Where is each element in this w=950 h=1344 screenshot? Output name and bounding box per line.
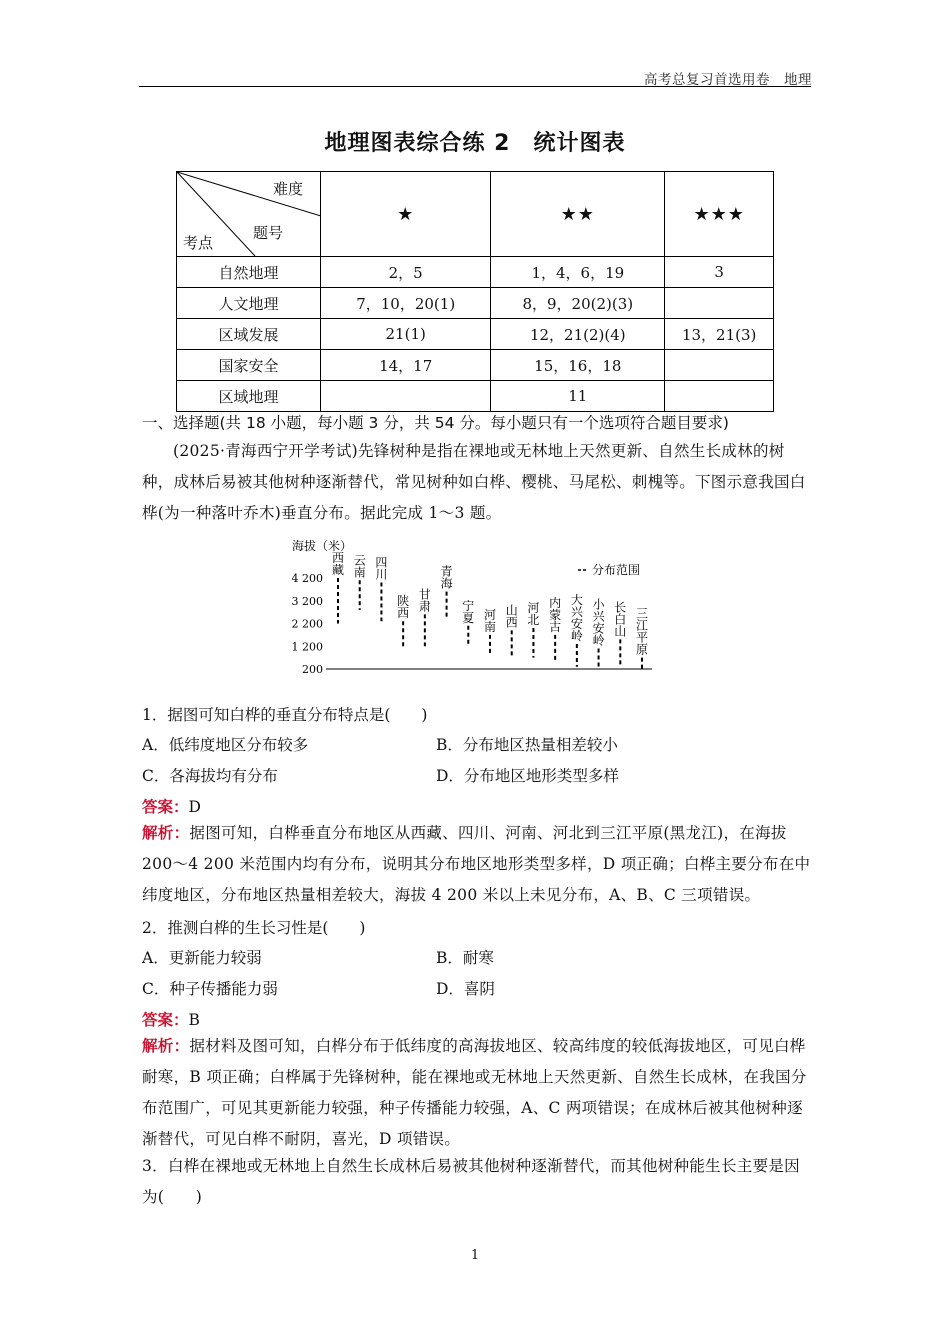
- row-label: 区域发展: [177, 319, 321, 350]
- row-label: 自然地理: [177, 257, 321, 288]
- region-label: 长白山: [614, 600, 627, 639]
- table-row: [177, 288, 774, 319]
- region-label: 小兴安岭: [592, 597, 605, 648]
- difficulty-table: [176, 171, 774, 412]
- section-heading: 一、选择题(共 18 小题，每小题 3 分，共 54 分。每小题只有一个选项符合题目要求): [142, 414, 729, 432]
- table-corner-cell: [177, 172, 321, 257]
- q2-option-a: A．更新能力较弱: [142, 949, 262, 967]
- table-cell: [665, 288, 774, 319]
- table-cell: 15，16，18: [491, 350, 665, 381]
- region-label: 青海: [440, 564, 453, 591]
- level-2-header: ★★: [491, 172, 665, 257]
- region-label: 云南: [353, 553, 366, 580]
- intro-paragraph: (2025·青海西宁开学考试)先锋树种是指在裸地或无林地上天然更新、自然生长成林的树种，成林后易被其他树种逐渐替代，常见树种如白桦、樱桃、马尾松、刺槐等。下图示意我国白桦(为一种落叶乔木)垂直分布。据此完成 1～3 题。: [142, 442, 806, 522]
- table-cell: 2，5: [321, 257, 491, 288]
- y-tick-label: 1 200: [291, 640, 323, 654]
- corner-label-number: 题号: [253, 224, 284, 242]
- running-header: 高考总复习首选用卷 地理: [644, 72, 812, 88]
- table-cell: 7，10，20(1): [321, 288, 491, 319]
- table-cell: [665, 381, 774, 412]
- corner-label-topic: 考点: [183, 234, 214, 252]
- y-tick-label: 2 200: [291, 617, 323, 631]
- q2-answer: 答案：B: [142, 1011, 200, 1029]
- q1-option-b: B．分布地区热量相差较小: [436, 736, 618, 754]
- legend-label: 分布范围: [592, 563, 641, 577]
- table-cell: 12，21(2)(4): [491, 319, 665, 350]
- q1-option-a: A．低纬度地区分布较多: [142, 736, 309, 754]
- page-title: 地理图表综合练 2 统计图表: [324, 131, 626, 156]
- q1-option-c: C．各海拔均有分布: [142, 767, 278, 785]
- q1-answer: 答案：D: [142, 798, 201, 816]
- corner-label-difficulty: 难度: [273, 180, 304, 198]
- table-row: [177, 381, 774, 412]
- q3-stem: 3．白桦在裸地或无林地上自然生长成林后易被其他树种逐渐替代，而其他树种能生长主要是因为( ): [142, 1157, 800, 1206]
- chart-legend: [578, 562, 640, 577]
- table-cell: 3: [665, 257, 774, 288]
- region-label: 三江平原: [635, 606, 649, 657]
- y-tick-label: 3 200: [291, 594, 323, 608]
- table-cell: 8，9，20(2)(3): [491, 288, 665, 319]
- chart-ylabel: 海拔（米）: [292, 539, 353, 553]
- q1-analysis: 解析：据图可知，白桦垂直分布地区从西藏、四川、河南、河北到三江平原(黑龙江)，在海拔 200～4 200 米范围内均有分布，说明其分布地区地形类型多样，D 项正确；白桦主要分布在中纬度地区，分布地区热量相差较大，海拔 4 200 米以上未见分布，A、B、C 三项错误。: [142, 824, 811, 904]
- region-label: 河北: [527, 601, 540, 628]
- region-label: 内蒙古: [549, 595, 562, 634]
- region-label: 河南: [483, 607, 497, 634]
- level-1-header: ★: [321, 172, 491, 257]
- y-tick-label: 4 200: [291, 572, 323, 585]
- region-label: 四川: [375, 555, 388, 582]
- page-number: 1: [470, 1248, 480, 1263]
- table-cell: 14，17: [321, 350, 491, 381]
- region-label: 陕西: [397, 594, 410, 621]
- table-row: [177, 257, 774, 288]
- region-label: 宁夏: [462, 598, 475, 625]
- q1-stem: 1．据图可知白桦的垂直分布特点是( ): [142, 706, 428, 724]
- table-cell: 11: [491, 381, 665, 412]
- table-row: [177, 319, 774, 350]
- region-label: 甘肃: [418, 587, 431, 614]
- row-label: 区域地理: [177, 381, 321, 412]
- table-cell: 1，4，6，19: [491, 257, 665, 288]
- region-label: 西藏: [331, 551, 345, 577]
- header-rule: [139, 86, 811, 87]
- table-cell: [665, 350, 774, 381]
- region-label: 山西: [505, 603, 518, 630]
- q2-analysis: 解析：据材料及图可知，白桦分布于低纬度的高海拔地区、较高纬度的较低海拔地区，可见白桦耐寒，B 项正确；白桦属于先锋树种，能在裸地或无林地上天然更新、自然生长成林，在我国分布范围广，可见其更新能力较强，种子传播能力较强，A、C 两项错误；在成林后被其他树种逐渐替代，可见白桦不耐阴，喜光，D 项错误。: [142, 1037, 807, 1148]
- q2-option-c: C．种子传播能力弱: [142, 980, 278, 998]
- q2-option-d: D．喜阴: [436, 980, 495, 998]
- table-cell: 13，21(3): [665, 319, 774, 350]
- table-row: [177, 350, 774, 381]
- q2-option-b: B．耐寒: [436, 949, 494, 967]
- row-label: 人文地理: [177, 288, 321, 319]
- row-label: 国家安全: [177, 350, 321, 381]
- level-3-header: ★★★: [665, 172, 774, 257]
- table-cell: 21(1): [321, 319, 491, 350]
- y-tick-label: 200: [302, 663, 323, 676]
- birch-distribution-chart: [290, 532, 670, 680]
- q1-option-d: D．分布地区地形类型多样: [436, 767, 619, 785]
- q2-stem: 2．推测白桦的生长习性是( ): [142, 919, 366, 937]
- table-cell: [321, 381, 491, 412]
- region-label: 大兴安岭: [570, 592, 583, 643]
